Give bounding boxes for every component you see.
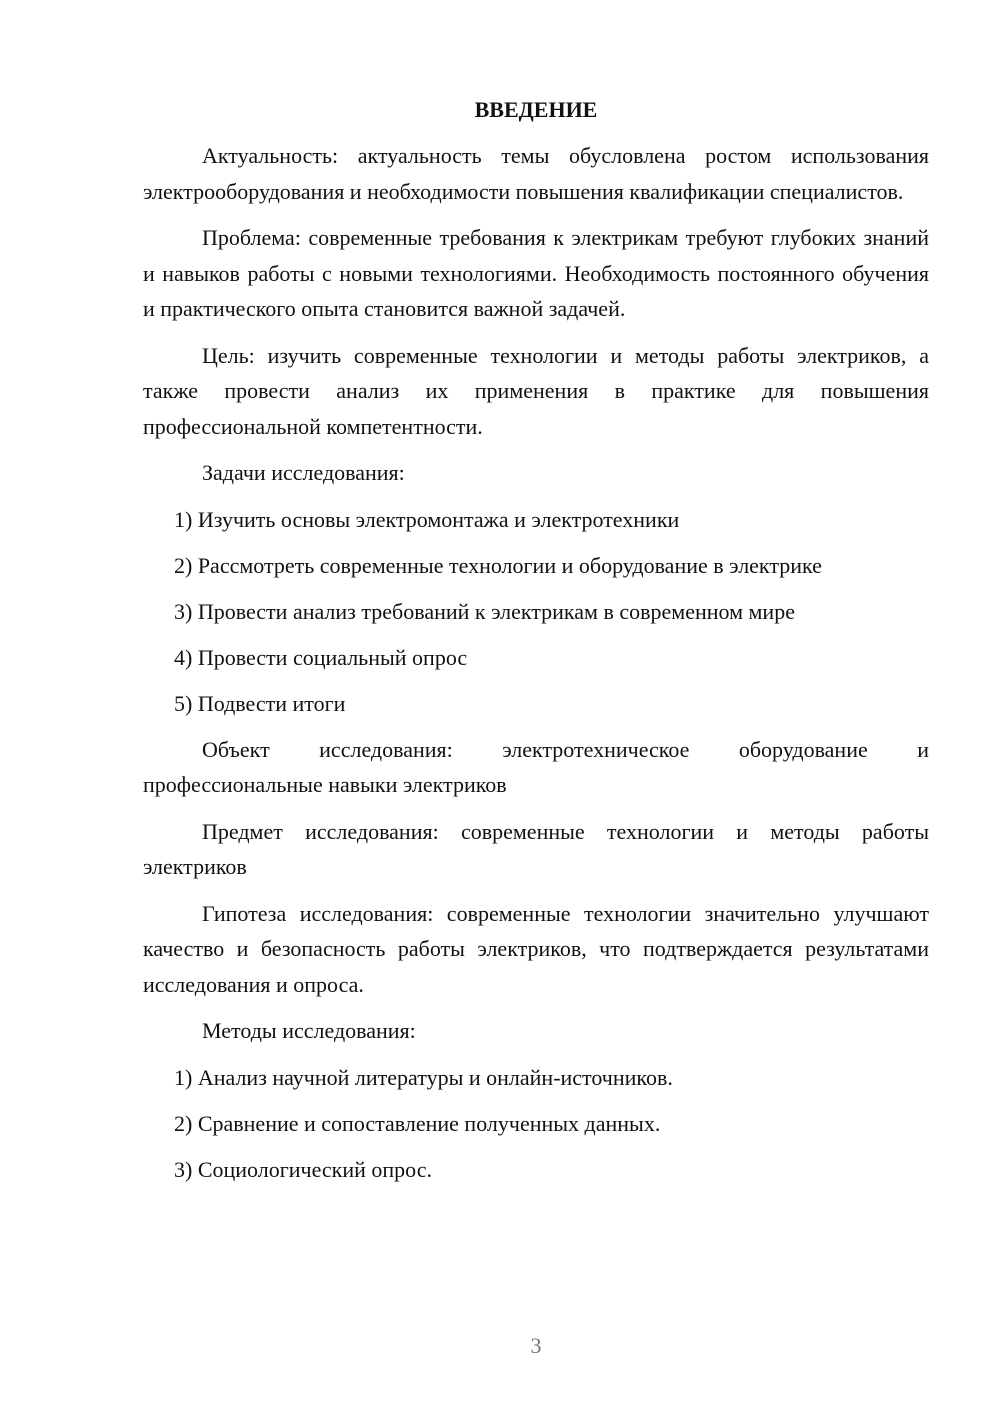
methods-label: Методы исследования: bbox=[202, 1018, 416, 1043]
tasks-list bbox=[143, 502, 929, 721]
method-item: 2) Сравнение и сопоставление полученных данных. bbox=[174, 1110, 661, 1136]
task-item: 5) Подвести итоги bbox=[174, 690, 346, 716]
problem-paragraph: Проблема: современные требования к электрикам требуют глубоких знаний и навыков работы с новыми технологиями. Необходимость постоянного обучения и практического опыта становится важной задачей. bbox=[143, 225, 929, 321]
hypothesis-paragraph: Гипотеза исследования: современные технологии значительно улучшают качество и безопасность работы электриков, что подтверждается результатами исследования и опроса. bbox=[143, 900, 929, 997]
page-number: 3 bbox=[530, 1333, 542, 1358]
method-item: 3) Социологический опрос. bbox=[174, 1156, 432, 1182]
method-item: 1) Анализ научной литературы и онлайн-источников. bbox=[174, 1064, 673, 1090]
section-heading: ВВЕДЕНИЕ bbox=[474, 97, 598, 122]
task-item: 1) Изучить основы электромонтажа и электротехники bbox=[174, 506, 680, 532]
task-item: 4) Провести социальный опрос bbox=[174, 644, 468, 670]
page-content bbox=[143, 94, 929, 1198]
task-item: 2) Рассмотреть современные технологии и оборудование в электрике bbox=[174, 552, 822, 578]
object-paragraph: Объект исследования: электротехническое оборудование и профессиональные навыки электриков bbox=[143, 736, 929, 797]
task-item: 3) Провести анализ требований к электрикам в современном мире bbox=[174, 598, 795, 624]
relevance-paragraph: Актуальность: актуальность темы обусловлена ростом использования электрооборудования и необходимости повышения квалификации специалистов. bbox=[143, 143, 929, 204]
subject-paragraph: Предмет исследования: современные технологии и методы работы электриков bbox=[143, 818, 929, 879]
methods-list bbox=[143, 1060, 929, 1187]
tasks-label: Задачи исследования: bbox=[202, 460, 405, 485]
goal-paragraph: Цель: изучить современные технологии и методы работы электриков, а также провести анализ их применения в практике для повышения профессиональной компетентности. bbox=[143, 342, 929, 439]
